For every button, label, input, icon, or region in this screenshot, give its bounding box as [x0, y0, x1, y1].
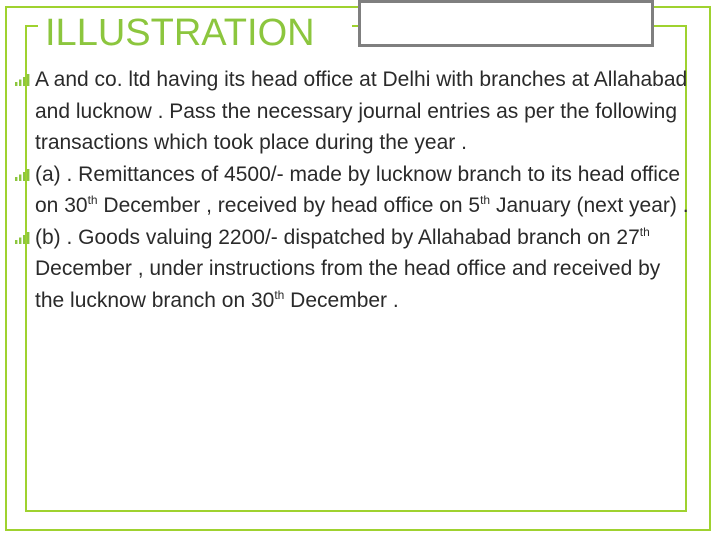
ordinal-suffix: th	[639, 224, 650, 239]
bullet-text: (a) . Remittances of 4500/- made by lucknow branch to its head office on 30	[35, 162, 681, 217]
title-accent-box	[358, 0, 654, 47]
bullet-text: December , received by head office on 5	[97, 194, 481, 217]
signal-bars-icon	[15, 231, 32, 245]
bullet-text: December .	[284, 288, 399, 312]
bullet-text: January (next year) .	[490, 194, 689, 217]
bullet-text: December , under instructions from the head office and received by the lucknow branch on 30	[35, 257, 661, 312]
bullet-item-b	[15, 222, 695, 317]
bullet-item-a	[15, 159, 695, 222]
ordinal-suffix: th	[274, 287, 285, 302]
bullet-list	[15, 64, 695, 316]
signal-bars-icon	[15, 168, 32, 182]
slide-title: ILLUSTRATION	[45, 12, 315, 54]
ordinal-suffix: th	[480, 193, 491, 207]
bullet-item-intro	[15, 64, 695, 159]
bullet-text: (b) . Goods valuing 2200/- dispatched by Allahabad branch on 27	[35, 225, 640, 249]
ordinal-suffix: th	[87, 193, 98, 207]
bullet-text: A and co. ltd having its head office at Delhi with branches at Allahabad and lucknow . Pass the necessary journal entries as per the following transactions which took place during the year .	[35, 68, 688, 154]
signal-bars-icon	[15, 73, 32, 87]
